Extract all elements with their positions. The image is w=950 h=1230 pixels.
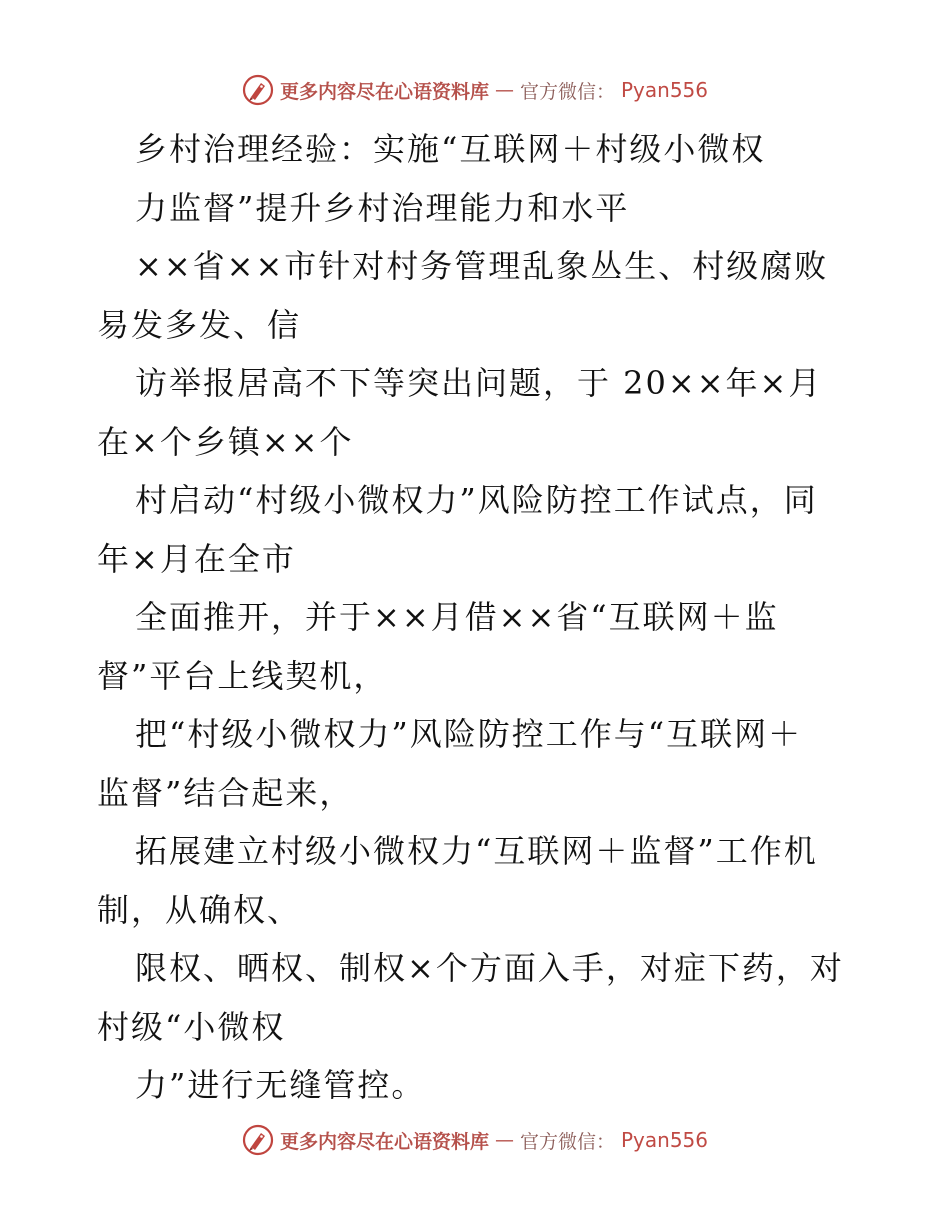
document-body bbox=[97, 120, 857, 1115]
paragraph-line: 访举报居高不下等突出问题，于 20××年×月 bbox=[135, 364, 823, 402]
watermark-wechat-id: Pyan556 bbox=[621, 78, 709, 102]
fountain-pen-seal-icon bbox=[242, 74, 274, 106]
document-title-line-1: 乡村治理经验：实施“互联网＋村级小微权 bbox=[135, 130, 766, 168]
paragraph-line: ××省××市针对村务管理乱象丛生、村级腐败 bbox=[135, 247, 829, 285]
watermark-dash: — bbox=[494, 1129, 514, 1151]
watermark-wechat-id: Pyan556 bbox=[621, 1128, 709, 1152]
paragraph-line: 限权、晒权、制权×个方面入手，对症下药，对 bbox=[135, 949, 844, 987]
document-title-line-2: 力监督”提升乡村治理能力和水平 bbox=[135, 188, 630, 227]
fountain-pen-seal-icon bbox=[242, 1124, 274, 1156]
paragraph-line: 村级“小微权 bbox=[97, 1007, 286, 1046]
watermark-channel-text: 官方微信： bbox=[519, 80, 615, 103]
watermark-brand-text: 更多内容尽在心语资料库 bbox=[279, 80, 489, 103]
paragraph-line: 把“村级小微权力”风险防控工作与“互联网＋ bbox=[135, 715, 803, 753]
watermark-brand-text: 更多内容尽在心语资料库 bbox=[279, 1130, 489, 1153]
paragraph-line: 制，从确权、 bbox=[97, 890, 302, 929]
paragraph-line: 监督”结合起来， bbox=[97, 773, 354, 812]
watermark-dash: — bbox=[494, 79, 514, 101]
paragraph-line: 力”进行无缝管控。 bbox=[135, 1066, 426, 1104]
paragraph-line: 督”平台上线契机， bbox=[97, 656, 388, 695]
paragraph-line: 拓展建立村级小微权力“互联网＋监督”工作机 bbox=[135, 832, 818, 870]
paragraph-line: 易发多发、信 bbox=[97, 305, 302, 344]
footer-watermark bbox=[0, 1120, 950, 1160]
watermark-channel-text: 官方微信： bbox=[519, 1130, 615, 1153]
paragraph-line: 村启动“村级小微权力”风险防控工作试点，同 bbox=[135, 481, 818, 519]
paragraph-line: 年×月在全市 bbox=[97, 539, 296, 578]
paragraph-line: 在×个乡镇××个 bbox=[97, 422, 354, 461]
paragraph-line: 全面推开，并于××月借××省“互联网＋监 bbox=[135, 598, 779, 636]
header-watermark bbox=[0, 70, 950, 110]
